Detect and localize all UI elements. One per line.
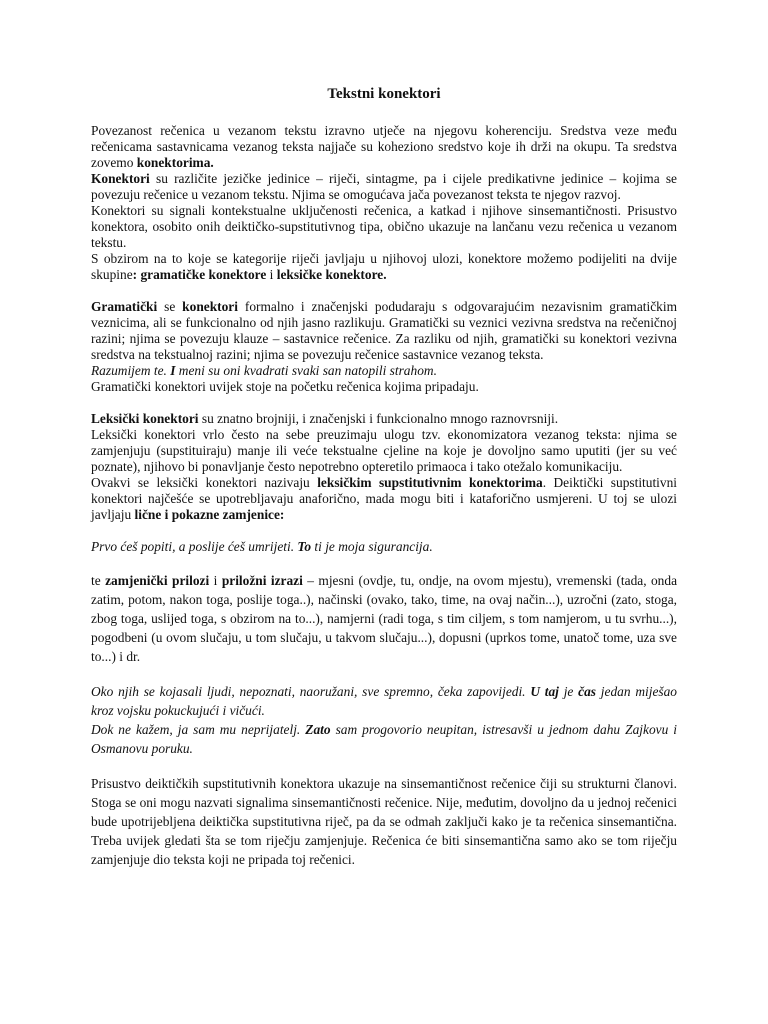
italic-example: sam progovorio neupitan, istresavši u jednom dahu Zajkovu i Osmanovu poruku.	[91, 722, 677, 756]
connector-word: I	[170, 363, 176, 378]
bold-italic-connector	[297, 539, 311, 554]
paragraph-konektori-definition	[91, 171, 677, 203]
bold-term: leksičkim supstitutivnim konektorima	[317, 475, 543, 490]
italic-example: Prvo ćeš popiti, a poslije ćeš umrijeti.	[91, 539, 298, 554]
bold-term: zamjenički prilozi	[105, 573, 210, 588]
paragraph-grammatical	[91, 299, 677, 363]
bold-italic-connector	[305, 722, 330, 737]
paragraph-signals: Konektori su signali kontekstualne uključenosti rečenica, a katkad i njihove sinsemantičnosti. Prisustvo konektora, osobito onih deiktičko-supstitutivnog tipa, obično ukazuje na lančanu vezu rečenica u vezanom tekstu.	[91, 203, 677, 250]
italic-example: ti je moja sigurancija.	[311, 539, 433, 554]
italic-example: Oko njih se kojasali ljudi, nepoznati, naoružani, sve spremno, čeka zapovijedi.	[91, 684, 531, 699]
document-title: Tekstni konektori	[327, 86, 441, 102]
text-span: S obzirom na to koje se kategorije riječi javljaju u njihovoj ulozi, konektore možemo podijeliti na dvije skupine	[91, 251, 677, 282]
bold-italic-connector	[578, 684, 596, 699]
text-span: Ovakvi se leksički konektori nazivaju	[91, 475, 318, 490]
paragraph-grammatical-position: Gramatički konektori uvijek stoje na početku rečenica kojima pripadaju.	[91, 379, 479, 394]
paragraph-lexical-economizer: Leksički konektori vrlo često na sebe preuzimaju ulogu tzv. ekonomizatora vezanog teksta: njima se zamjenjuju (supstituiraju) manje ili veće tekstualne cjeline na koje je dovoljno samo uputiti (jer su već poznate), njihovo bi ponavljanje često nepotrebno opteretilo primaoca i tako otežalo komunikaciju.	[91, 427, 677, 474]
italic-example: jedan miješao kroz vojsku pokuckujući i vičući.	[91, 684, 677, 718]
example-grammatical	[91, 363, 677, 379]
bold-italic-connector	[530, 684, 559, 699]
text-span: i	[209, 573, 222, 588]
text-span: su znatno brojniji, i značenjski i funkcionalno mnogo raznovrsniji.	[198, 411, 559, 426]
paragraph-lexical-substitutive	[91, 475, 677, 523]
italic-example: Razumijem te.	[91, 363, 171, 378]
paragraph-adverbs	[91, 571, 677, 666]
text-span: – mjesni (ovdje, tu, ondje, na ovom mjestu), vremenski (tada, onda zatim, potom, nakon toga, poslije toga..), načinski (ovako, tako, time, na ovaj način...), uzročni (zato, stoga, zbog toga, uslijed toga, s obzirom na to...), namjerni (radi toga, s tim ciljem, s tom namjerom, u tu svrhu...), pogodbeni (u ovom slučaju, u tom slučaju, u takvom slučaju...), dopusni (uprkos tome, unatoč tome, uza sve to...) i dr.	[91, 573, 678, 664]
bold-term: Konektori	[91, 171, 150, 186]
paragraph-lexical	[91, 411, 677, 427]
italic-example: meni su oni kvadrati svaki san natopili strahom.	[175, 363, 437, 378]
text-span: Povezanost rečenica u vezanom tekstu izravno utječe na njegovu koherenciju. Sredstva veze među rečenicama sastavnicama vezanog teksta najjače su koheziono sredstvo koje ih drži na okupu. Ta sredstva zovemo	[91, 123, 677, 170]
text-span: se	[157, 299, 183, 314]
bold-term: lične i pokazne zamjenice:	[134, 507, 285, 522]
text-span: i	[266, 267, 277, 282]
example-cause-adverb	[91, 720, 677, 758]
bold-term: priložni izrazi	[221, 573, 303, 588]
document-page	[91, 86, 677, 869]
connector-word: Zato	[305, 722, 331, 737]
bold-term: : gramatičke konektore	[132, 267, 267, 282]
paragraph-sinsemantic: Prisustvo deiktičkih supstitutivnih konektora ukazuje na sinsemantičnost rečenice čiji su strukturni članovi. Stoga se oni mogu nazvati signalima sinsemantičnosti rečenice. Nije, međutim, dovoljno da u jednoj rečenici bude upotrijebljena deiktička supstitutivna riječ, pa da se odmah zaključi kako je ta rečenica sinsemantična. Treba uvijek gledati šta se tom riječju zamjenjuje. Rečenica će biti sinsemantična samo ako se tom riječju zamjenjuje dio teksta koji ne pripada toj rečenici.	[91, 776, 677, 867]
italic-example: je	[558, 684, 579, 699]
connector-word: U taj	[530, 684, 559, 699]
example-pronoun	[91, 539, 677, 555]
connector-word: čas	[578, 684, 597, 699]
text-span: . Deiktički supstitutivni konektori najčešće se upotrebljavaju anaforično, mada mogu biti i kataforično usmjereni. U toj se ulozi javljaju	[91, 475, 678, 522]
paragraph-categories	[91, 251, 677, 283]
paragraph-cohesion	[91, 123, 677, 171]
bold-term: konektori	[182, 299, 238, 314]
text-span: te	[91, 573, 106, 588]
bold-term: Leksički konektori	[91, 411, 199, 426]
italic-example: Dok ne kažem, ja sam mu neprijatelj.	[91, 722, 306, 737]
connector-word: To	[297, 539, 312, 554]
example-time-adverb	[91, 682, 677, 720]
bold-term: leksičke konektore.	[276, 267, 387, 282]
text-span: su različite jezičke jedinice – riječi, sintagme, pa i cijele predikativne jedinice – kojima se povezuju rečenice u vezanom tekstu. Njima se omogućava jača povezanost teksta te njegov razvoj.	[91, 171, 677, 202]
bold-term: konektorima.	[136, 155, 214, 170]
text-span: formalno i značenjski podudaraju s odgovarajućim nezavisnim gramatičkim veznicima, ali se funkcionalno od njih jasno razlikuju. Gramatički su veznici vezivna sredstva na rečeničnoj razini; njima se povezuju klauze – sastavnice rečenice. Za razliku od njih, gramatički su konektori vezivna sredstva na tekstualnoj razini; njima se povezuju rečenice sastavnice vezanog teksta.	[91, 299, 677, 362]
bold-term: Gramatički	[91, 299, 158, 314]
